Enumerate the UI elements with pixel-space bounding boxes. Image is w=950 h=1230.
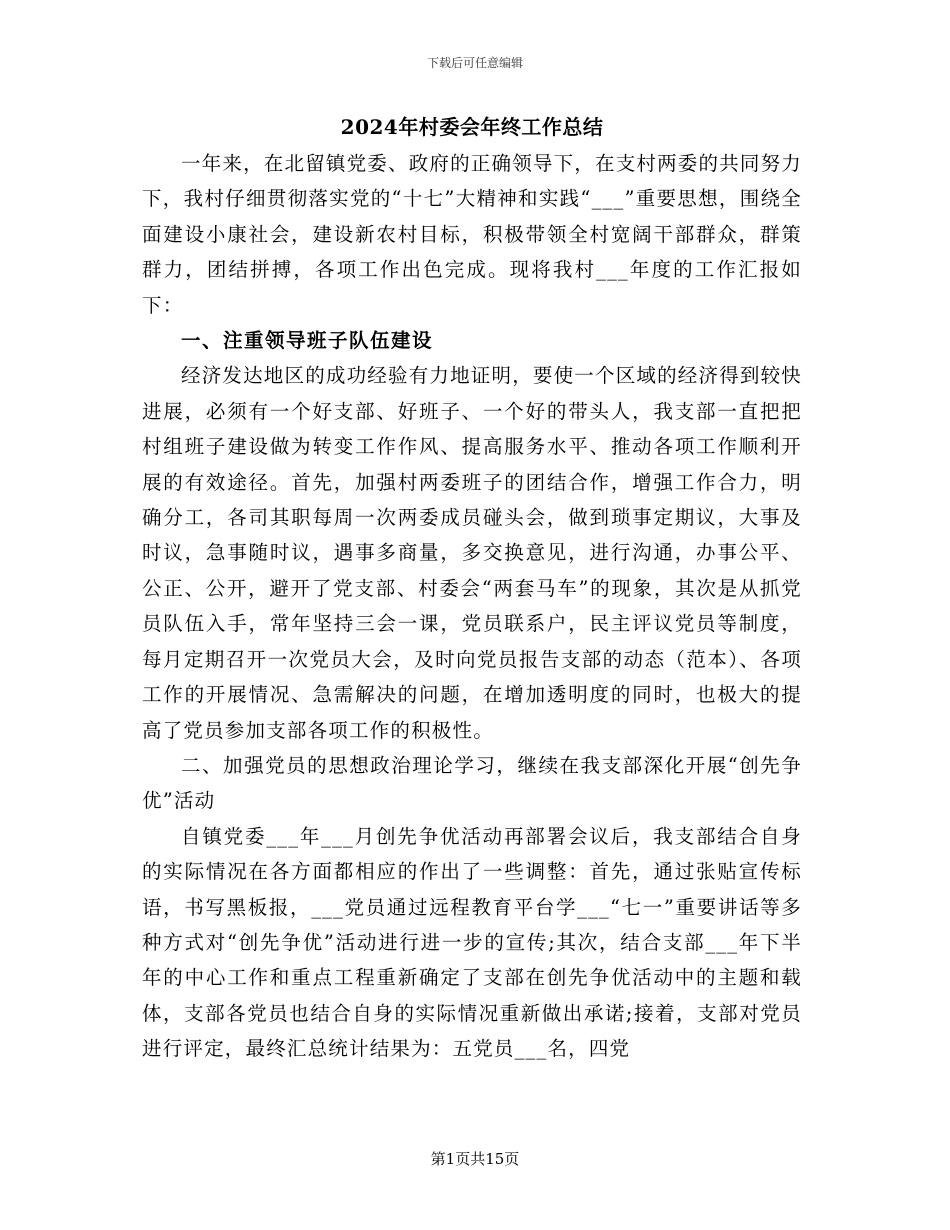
intro-paragraph: 一年来，在北留镇党委、政府的正确领导下，在支村两委的共同努力下，我村仔细贯彻落实党的“十七”大精神和实践“___”重要思想，围绕全面建设小康社会，建设新农村目标，积极带领全村宽阔干部群众，群策群力，团结拼搏，各项工作出色完成。现将我村___年度的工作汇报如下： [142, 152, 803, 317]
document-title: 2024年村委会年终工作总结 [340, 115, 604, 139]
page-number-footer: 第1页共15页 [430, 1150, 520, 1168]
section-heading-2: 二、加强党员的思想政治理论学习，继续在我支部深化开展“创先争优”活动 [142, 753, 802, 813]
section-heading-1: 一、注重领导班子队伍建设 [181, 329, 434, 353]
section-1-paragraph: 经济发达地区的成功经验有力地证明，要使一个区域的经济得到较快进展，必须有一个好支部、好班子、一个好的带头人，我支部一直把把村组班子建设做为转变工作作风、提高服务水平、推动各项工作顺利开展的有效途径。首先，加强村两委班子的团结合作，增强工作合力，明确分工，各司其职每周一次两委成员碰头会，做到琐事定期议，大事及时议，急事随时议，遇事多商量，多交换意见，进行沟通，办事公平、公正、公开，避开了党支部、村委会“两套马车”的现象，其次是从抓党员队伍入手，常年坚持三会一课，党员联系户，民主评议党员等制度，每月定期召开一次党员大会，及时向党员报告支部的动态（范本）、各项工作的开展情况、急需解决的问题，在增加透明度的同时，也极大的提高了党员参加支部各项工作的积极性。 [142, 364, 803, 742]
document-body [142, 110, 802, 1067]
header-note: 下载后可任意编辑 [426, 56, 523, 70]
section-2-paragraph: 自镇党委___年___月创先争优活动再部署会议后，我支部结合自身的实际情况在各方面都相应的作出了一些调整：首先，通过张贴宣传标语，书写黑板报，___党员通过远程教育平台学___“七一”重要讲话等多种方式对“创先争优”活动进行进一步的宣传;其次，结合支部___年下半年的中心工作和重点工程重新确定了支部在创先争优活动中的主题和载体，支部各党员也结合自身的实际情况重新做出承诺;接着，支部对党员进行评定，最终汇总统计结果为：五党员___名，四党 [142, 824, 802, 1061]
